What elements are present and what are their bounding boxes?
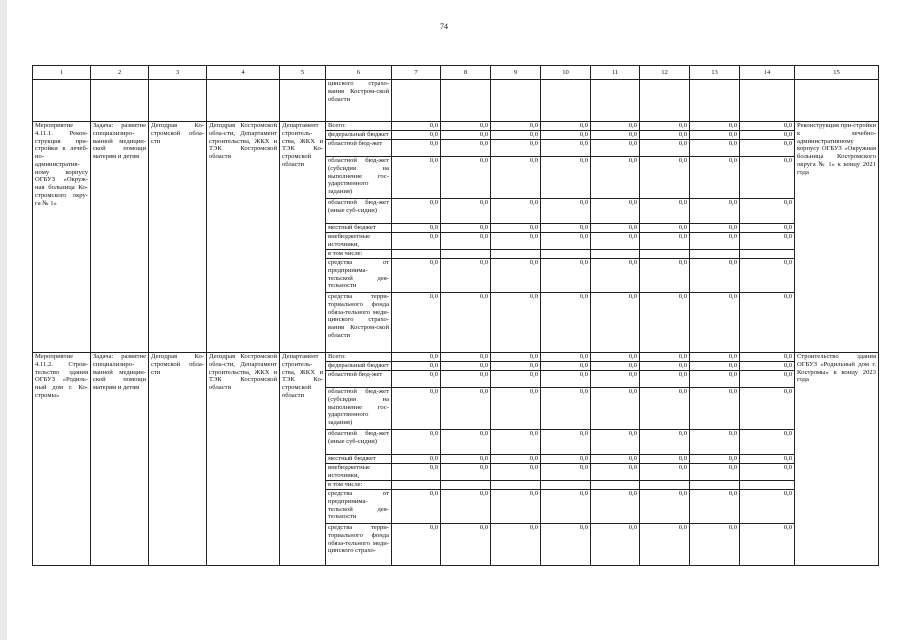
funding-source-label: областной бюд-жет (326, 140, 392, 157)
amount-cell: 0,0 (740, 122, 795, 131)
amount-cell: 0,0 (491, 524, 541, 566)
funding-source-label: областной бюд-жет (326, 371, 392, 388)
amount-cell (640, 250, 690, 259)
amount-cell: 0,0 (690, 140, 740, 157)
amount-cell: 0,0 (441, 464, 491, 481)
amount-cell: 0,0 (541, 259, 591, 293)
amount-cell (740, 481, 795, 490)
amount-cell: 0,0 (441, 157, 491, 199)
amount-cell: 0,0 (690, 157, 740, 199)
amount-cell (541, 481, 591, 490)
amount-cell: 0,0 (441, 131, 491, 140)
amount-cell: 0,0 (740, 224, 795, 233)
amount-cell: 0,0 (591, 157, 640, 199)
amount-cell: 0,0 (740, 157, 795, 199)
participants: Департамент строитель-ства, ЖКХ и ТЭК Ко-стромской области (280, 353, 326, 566)
amount-cell: 0,0 (591, 388, 640, 430)
header-cell-3: 3 (149, 66, 207, 80)
funding-source-label: областной бюд-жет (субсидия на выполнение гос-ударственного задания) (326, 157, 392, 199)
empty-cell (33, 80, 91, 122)
amount-cell: 0,0 (640, 233, 690, 250)
amount-cell: 0,0 (591, 362, 640, 371)
funding-source-label: федеральный бюджет (326, 131, 392, 140)
amount-cell: 0,0 (541, 122, 591, 131)
header-cell-13: 13 (690, 66, 740, 80)
amount-cell: 0,0 (392, 224, 441, 233)
page-number: 74 (440, 22, 448, 31)
amount-cell: 0,0 (591, 131, 640, 140)
amount-cell: 0,0 (491, 353, 541, 362)
amount-cell: 0,0 (640, 371, 690, 388)
amount-cell: 0,0 (392, 140, 441, 157)
empty-cell (149, 80, 207, 122)
amount-cell (392, 481, 441, 490)
amount-cell: 0,0 (740, 199, 795, 224)
amount-cell: 0,0 (392, 157, 441, 199)
amount-cell: 0,0 (441, 524, 491, 566)
amount-cell: 0,0 (441, 199, 491, 224)
funding-source-label: средства терри-ториального фонда обяза-тельного меди-цинского страхо-вания Костром-ской области (326, 293, 392, 353)
amount-cell: 0,0 (491, 131, 541, 140)
amount-cell: 0,0 (740, 524, 795, 566)
amount-cell: 0,0 (441, 140, 491, 157)
amount-cell: 0,0 (740, 140, 795, 157)
amount-cell: 0,0 (441, 293, 491, 353)
amount-cell: 0,0 (640, 224, 690, 233)
amount-cell: 0,0 (441, 490, 491, 524)
funding-source-label: Всего: (326, 353, 392, 362)
amount-cell (541, 250, 591, 259)
amount-cell: 0,0 (541, 464, 591, 481)
amount-cell: 0,0 (491, 362, 541, 371)
empty-cell (491, 80, 541, 122)
amount-cell: 0,0 (740, 131, 795, 140)
amount-cell (690, 250, 740, 259)
amount-cell (591, 481, 640, 490)
amount-cell: 0,0 (690, 293, 740, 353)
empty-cell (280, 80, 326, 122)
amount-cell (392, 250, 441, 259)
task: Задача: развитие специализиро-ванной медицин-ской помощи матерям и детям (91, 122, 149, 353)
empty-cell (541, 80, 591, 122)
co-executors: Депздрав Костромской обла-сти, Департамент строительства, ЖКХ и ТЭК Костромской области (207, 122, 280, 353)
amount-cell: 0,0 (591, 293, 640, 353)
amount-cell: 0,0 (640, 353, 690, 362)
amount-cell: 0,0 (640, 524, 690, 566)
amount-cell: 0,0 (392, 524, 441, 566)
amount-cell: 0,0 (491, 140, 541, 157)
co-executors: Депздрав Костромской обла-сти, Департамент строительства, ЖКХ и ТЭК Костромской области (207, 353, 280, 566)
amount-cell: 0,0 (441, 259, 491, 293)
amount-cell (441, 250, 491, 259)
amount-cell: 0,0 (591, 233, 640, 250)
amount-cell: 0,0 (740, 259, 795, 293)
amount-cell: 0,0 (392, 122, 441, 131)
amount-cell: 0,0 (690, 199, 740, 224)
amount-cell: 0,0 (541, 388, 591, 430)
header-cell-12: 12 (640, 66, 690, 80)
empty-cell (795, 80, 879, 122)
amount-cell: 0,0 (591, 353, 640, 362)
header-cell-5: 5 (280, 66, 326, 80)
amount-cell: 0,0 (392, 464, 441, 481)
amount-cell: 0,0 (392, 455, 441, 464)
amount-cell: 0,0 (392, 293, 441, 353)
amount-cell: 0,0 (690, 224, 740, 233)
header-cell-6: 6 (326, 66, 392, 80)
participants: Департамент строитель-ства, ЖКХ и ТЭК Ко-стромской области (280, 122, 326, 353)
amount-cell: 0,0 (541, 524, 591, 566)
amount-cell: 0,0 (740, 430, 795, 455)
amount-cell: 0,0 (541, 455, 591, 464)
table-row (33, 122, 879, 131)
amount-cell: 0,0 (690, 131, 740, 140)
amount-cell: 0,0 (491, 455, 541, 464)
amount-cell: 0,0 (541, 293, 591, 353)
amount-cell: 0,0 (591, 259, 640, 293)
header-cell-10: 10 (541, 66, 591, 80)
amount-cell (591, 250, 640, 259)
funding-source-label: местный бюджет (326, 224, 392, 233)
funding-source-label: средства от предпринима-тельской дея-тельности (326, 259, 392, 293)
activity-name: Мероприятие 4.11.2. Строи-тельство здания ОГБУЗ «Родиль-ный дом г. Ко-стромы» (33, 353, 91, 566)
amount-cell: 0,0 (392, 233, 441, 250)
table-row (33, 353, 879, 362)
amount-cell: 0,0 (690, 353, 740, 362)
amount-cell: 0,0 (541, 490, 591, 524)
amount-cell: 0,0 (690, 362, 740, 371)
amount-cell: 0,0 (591, 464, 640, 481)
amount-cell: 0,0 (591, 199, 640, 224)
amount-cell: 0,0 (591, 490, 640, 524)
amount-cell: 0,0 (690, 524, 740, 566)
amount-cell: 0,0 (491, 233, 541, 250)
amount-cell: 0,0 (491, 430, 541, 455)
amount-cell: 0,0 (640, 490, 690, 524)
budget-table (32, 65, 879, 566)
empty-cell (740, 80, 795, 122)
funding-source-label: в том числе: (326, 481, 392, 490)
amount-cell: 0,0 (640, 122, 690, 131)
funding-source-label: Всего: (326, 122, 392, 131)
funding-source-label: областной бюд-жет (субсидия на выполнение гос-ударственного задания) (326, 388, 392, 430)
amount-cell: 0,0 (690, 490, 740, 524)
amount-cell: 0,0 (441, 430, 491, 455)
amount-cell: 0,0 (541, 353, 591, 362)
empty-cell (591, 80, 640, 122)
header-cell-7: 7 (392, 66, 441, 80)
amount-cell: 0,0 (640, 131, 690, 140)
amount-cell: 0,0 (541, 199, 591, 224)
amount-cell: 0,0 (690, 430, 740, 455)
amount-cell (690, 481, 740, 490)
amount-cell: 0,0 (491, 224, 541, 233)
amount-cell: 0,0 (690, 233, 740, 250)
amount-cell: 0,0 (392, 199, 441, 224)
amount-cell: 0,0 (541, 362, 591, 371)
amount-cell: 0,0 (740, 371, 795, 388)
expected-result: Строительство здания ОГБУЗ «Родильный дом г. Костромы» к концу 2023 года (795, 353, 879, 566)
amount-cell: 0,0 (441, 371, 491, 388)
amount-cell: 0,0 (491, 122, 541, 131)
empty-cell (640, 80, 690, 122)
amount-cell: 0,0 (392, 362, 441, 371)
amount-cell: 0,0 (441, 233, 491, 250)
funding-source-label: федеральный бюджет (326, 362, 392, 371)
amount-cell: 0,0 (591, 430, 640, 455)
amount-cell: 0,0 (441, 122, 491, 131)
header-cell-2: 2 (91, 66, 149, 80)
amount-cell: 0,0 (491, 464, 541, 481)
responsible-executor: Депздрав Ко-стромской обла-сти (149, 122, 207, 353)
amount-cell: 0,0 (740, 490, 795, 524)
amount-cell: 0,0 (491, 490, 541, 524)
funding-source-label: средства от предпринима-тельской дея-тельности (326, 490, 392, 524)
amount-cell: 0,0 (640, 140, 690, 157)
amount-cell: 0,0 (441, 455, 491, 464)
amount-cell (491, 481, 541, 490)
amount-cell: 0,0 (740, 388, 795, 430)
activity-name: Мероприятие 4.11.1. Рекон-струкция при-стройки к лечеб-но-административ-ному корпусу ОГБУЗ «Окруж-ная больница Ко-стромского окру-га № 1» (33, 122, 91, 353)
header-cell-9: 9 (491, 66, 541, 80)
amount-cell: 0,0 (541, 224, 591, 233)
amount-cell (640, 481, 690, 490)
amount-cell: 0,0 (392, 490, 441, 524)
amount-cell: 0,0 (640, 464, 690, 481)
amount-cell: 0,0 (640, 388, 690, 430)
amount-cell: 0,0 (541, 157, 591, 199)
empty-cell (91, 80, 149, 122)
amount-cell: 0,0 (491, 199, 541, 224)
amount-cell: 0,0 (690, 122, 740, 131)
amount-cell: 0,0 (591, 455, 640, 464)
funding-source-label: цинского страхо-вания Костром-ской области (326, 80, 392, 122)
amount-cell (491, 250, 541, 259)
amount-cell: 0,0 (740, 362, 795, 371)
amount-cell: 0,0 (441, 362, 491, 371)
amount-cell: 0,0 (591, 224, 640, 233)
funding-source-label: местный бюджет (326, 455, 392, 464)
amount-cell: 0,0 (640, 293, 690, 353)
amount-cell: 0,0 (690, 371, 740, 388)
amount-cell: 0,0 (491, 388, 541, 430)
amount-cell: 0,0 (640, 430, 690, 455)
amount-cell: 0,0 (392, 430, 441, 455)
amount-cell: 0,0 (740, 455, 795, 464)
amount-cell: 0,0 (392, 353, 441, 362)
amount-cell: 0,0 (690, 259, 740, 293)
amount-cell: 0,0 (591, 371, 640, 388)
amount-cell (441, 481, 491, 490)
amount-cell: 0,0 (740, 464, 795, 481)
funding-source-label: в том числе: (326, 250, 392, 259)
amount-cell: 0,0 (392, 388, 441, 430)
amount-cell: 0,0 (491, 259, 541, 293)
header-cell-1: 1 (33, 66, 91, 80)
empty-cell (441, 80, 491, 122)
page-edge (0, 0, 7, 640)
amount-cell: 0,0 (740, 233, 795, 250)
amount-cell: 0,0 (392, 259, 441, 293)
amount-cell: 0,0 (541, 140, 591, 157)
continuation-row (33, 80, 879, 122)
amount-cell: 0,0 (690, 455, 740, 464)
header-cell-4: 4 (207, 66, 280, 80)
amount-cell: 0,0 (491, 157, 541, 199)
amount-cell: 0,0 (640, 362, 690, 371)
amount-cell: 0,0 (640, 455, 690, 464)
funding-source-label: внебюджетные источники, (326, 464, 392, 481)
amount-cell: 0,0 (392, 131, 441, 140)
amount-cell: 0,0 (591, 140, 640, 157)
header-cell-11: 11 (591, 66, 640, 80)
amount-cell: 0,0 (690, 388, 740, 430)
funding-source-label: областной бюд-жет (иные суб-сидии) (326, 430, 392, 455)
expected-result: Реконструкция при-стройки к лечебно-административному корпусу ОГБУЗ «Окружная больница Костромского округа № 1» к концу 2021 года (795, 122, 879, 353)
amount-cell: 0,0 (591, 122, 640, 131)
funding-source-label: областной бюд-жет (иные суб-сидии) (326, 199, 392, 224)
amount-cell: 0,0 (690, 464, 740, 481)
amount-cell: 0,0 (491, 371, 541, 388)
amount-cell: 0,0 (392, 371, 441, 388)
amount-cell: 0,0 (541, 371, 591, 388)
header-row (33, 66, 879, 80)
funding-source-label: средства терри-ториального фонда обяза-тельного меди-цинского страхо- (326, 524, 392, 566)
amount-cell: 0,0 (541, 430, 591, 455)
amount-cell: 0,0 (640, 199, 690, 224)
header-cell-15: 15 (795, 66, 879, 80)
amount-cell: 0,0 (541, 233, 591, 250)
header-cell-8: 8 (441, 66, 491, 80)
amount-cell: 0,0 (441, 224, 491, 233)
amount-cell: 0,0 (441, 388, 491, 430)
empty-cell (207, 80, 280, 122)
amount-cell: 0,0 (740, 293, 795, 353)
amount-cell: 0,0 (441, 353, 491, 362)
amount-cell: 0,0 (541, 131, 591, 140)
empty-cell (392, 80, 441, 122)
amount-cell: 0,0 (740, 353, 795, 362)
amount-cell: 0,0 (491, 293, 541, 353)
task: Задача: развитие специализиро-ванной медицин-ской помощи матерям и детям (91, 353, 149, 566)
amount-cell: 0,0 (640, 157, 690, 199)
funding-source-label: внебюджетные источники, (326, 233, 392, 250)
header-cell-14: 14 (740, 66, 795, 80)
amount-cell: 0,0 (591, 524, 640, 566)
empty-cell (690, 80, 740, 122)
amount-cell (740, 250, 795, 259)
responsible-executor: Депздрав Ко-стромской обла-сти (149, 353, 207, 566)
amount-cell: 0,0 (640, 259, 690, 293)
